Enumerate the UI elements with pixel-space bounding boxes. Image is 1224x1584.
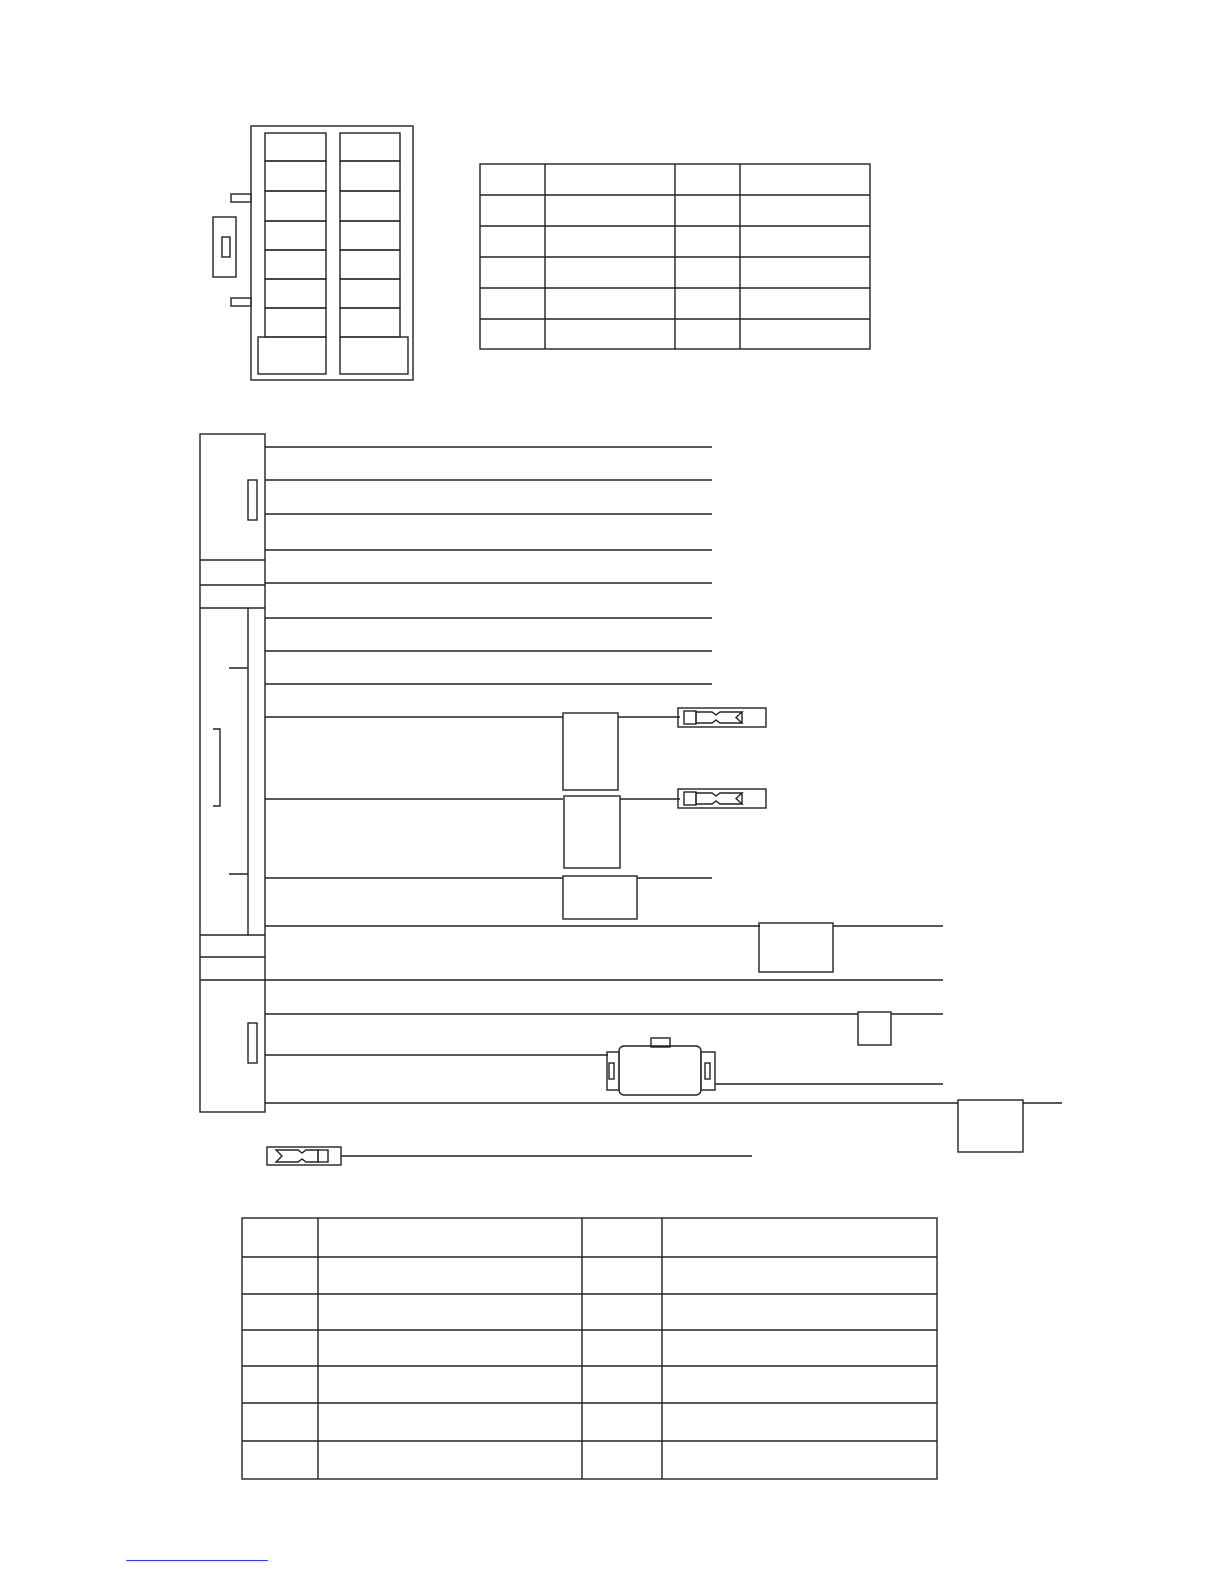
footer-link[interactable] xyxy=(126,1548,268,1561)
relays xyxy=(563,713,637,919)
relay-box-1 xyxy=(563,713,618,790)
connector-housing-top xyxy=(213,126,413,380)
module-box xyxy=(759,923,833,972)
wires-relay-section xyxy=(265,717,712,878)
wires-upper xyxy=(265,447,712,684)
spade-terminal-3 xyxy=(267,1147,752,1165)
relay-box-2 xyxy=(564,796,620,868)
relay-box-3 xyxy=(563,876,637,919)
pin-table-bottom xyxy=(242,1218,937,1479)
latch-upper xyxy=(248,480,257,520)
small-box xyxy=(858,1012,891,1045)
end-box xyxy=(958,1100,1023,1152)
pin-table-top xyxy=(480,164,870,349)
wires-lower xyxy=(265,926,1062,1103)
connector-pins-right xyxy=(340,133,408,374)
spade-terminal-1 xyxy=(678,708,766,727)
connector-pins-left xyxy=(258,133,326,374)
latch-lower xyxy=(248,1023,257,1063)
harness-connector xyxy=(200,434,265,1112)
inline-fuse-holder xyxy=(607,1038,715,1095)
spade-terminal-2 xyxy=(678,789,766,808)
